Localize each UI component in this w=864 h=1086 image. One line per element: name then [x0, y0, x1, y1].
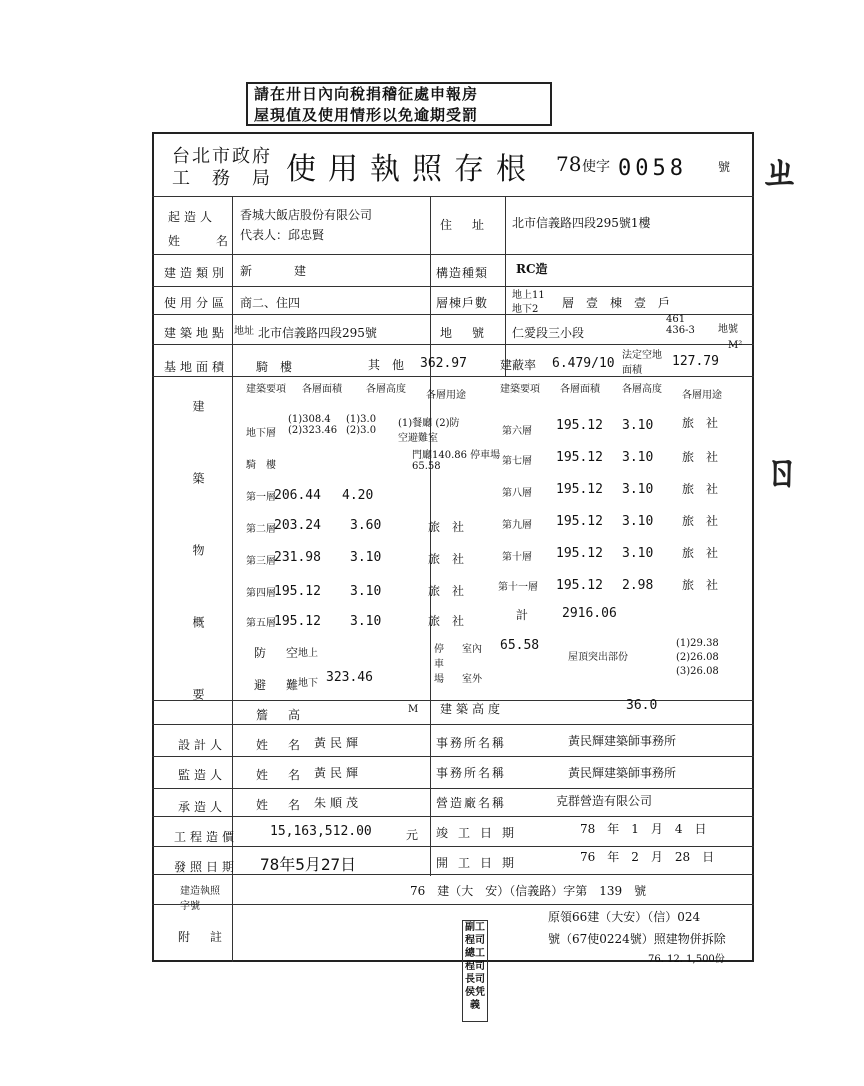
supervisor-office: 黃民輝建築師事務所: [568, 766, 677, 780]
header-use-right: 各層用途: [682, 390, 722, 401]
designer-name: 黃民輝: [314, 736, 363, 750]
floor-name: 第四層: [246, 588, 276, 599]
floor-area: 206.44: [274, 488, 321, 503]
rule: [152, 724, 754, 725]
start-label: 開工日期: [436, 856, 525, 870]
rule: [152, 816, 754, 817]
parking-indoor-value: 65.58: [500, 638, 540, 653]
notice-stamp: [246, 82, 552, 126]
margin-ink-mark: ㄖ: [762, 448, 802, 495]
area-other-label: 其 他: [368, 358, 405, 372]
cost-value: 15,163,512.00: [270, 824, 372, 839]
floor-name: 第二層: [246, 524, 276, 535]
address-value: 北市信義路四段295號1樓: [512, 216, 651, 230]
contractor-name: 朱順茂: [314, 796, 363, 810]
floor-name: 第五層: [246, 618, 276, 629]
permit-value: 76 建（大 安）（信義路）字第 139 號: [410, 884, 647, 898]
permit-prefix: 使字: [582, 159, 610, 175]
margin-ink-mark: ㄓ: [760, 148, 800, 195]
owner-rep: 代表人：邱忠賢: [240, 228, 325, 242]
col-rule: [430, 196, 431, 376]
floor-use: 旅 社: [682, 450, 719, 464]
designer-name-label: 姓 名: [256, 738, 305, 752]
start-date: 76 年 2 月 28 日: [580, 850, 715, 864]
note-line-1: 原領66建（大安）（信）024: [548, 910, 701, 924]
header-name-right: 建築要項: [500, 384, 540, 395]
official-seal: 副工程司 總工程司 長司 侯凭義: [462, 920, 488, 1022]
floor-name: 第一層: [246, 492, 276, 503]
floor-height: 3.10: [622, 546, 654, 561]
owner-name-label: 姓 名: [168, 234, 233, 248]
floor-total-label: 計: [516, 608, 529, 622]
build-type-value: 新 建: [240, 264, 313, 278]
floor-use: (1)餐廳 (2)防空避難室: [398, 418, 460, 444]
floor-use: 旅 社: [682, 514, 719, 528]
floor-height: 2.98: [622, 578, 654, 593]
rule: [152, 904, 754, 905]
floor-area: 195.12: [556, 546, 603, 561]
eave-height-label: 簷 高: [256, 708, 305, 722]
floors-below: 地下2: [512, 304, 539, 315]
floor-area: 195.12: [274, 584, 321, 599]
site-area-label: 基地面積: [164, 360, 229, 374]
rule: [152, 788, 754, 789]
header-name: 建築要項: [246, 384, 286, 395]
parking-outdoor-label: 室外: [462, 674, 482, 685]
floor-area: 195.12: [556, 450, 603, 465]
floor-height: (1)3.0 (2)3.0: [346, 414, 377, 436]
designer-label: 設計人: [178, 738, 227, 752]
header-area-right: 各層面積: [560, 384, 600, 395]
shelter-above-label: 地上: [298, 648, 318, 659]
floors-label: 層棟戶數: [436, 296, 489, 310]
floor-height: 4.20: [342, 488, 374, 503]
agency-line-1: 台北市政府: [172, 146, 272, 167]
floor-height: 3.10: [350, 550, 382, 565]
open-space-value: 127.79: [672, 354, 719, 369]
floor-height: 3.10: [622, 514, 654, 529]
floor-name: 第三層: [246, 556, 276, 567]
rule: [152, 314, 754, 315]
ratio-value: 6.479/10: [552, 356, 615, 371]
roof-label: 屋頂突出部份: [568, 652, 628, 663]
floor-use: 旅 社: [428, 552, 465, 566]
floor-height: 3.60: [350, 518, 382, 533]
form-title: 使用執照存根: [286, 152, 538, 187]
header-height-right: 各層高度: [622, 384, 662, 395]
area-arcade-label: 騎 樓: [256, 360, 293, 374]
rule: [152, 254, 754, 255]
floor-height: 3.10: [622, 418, 654, 433]
build-type-label: 建造類別: [164, 266, 229, 280]
zoning-value: 商二、住四: [240, 296, 301, 310]
site-address: 北市信義路四段295號: [258, 326, 377, 340]
floor-name: 第八層: [502, 488, 532, 499]
shelter-below-value: 323.46: [326, 670, 373, 685]
permit-label: 建造執照字號: [180, 886, 220, 912]
floor-name: 第六層: [502, 426, 532, 437]
floor-use: 旅 社: [428, 584, 465, 598]
floor-use: 旅 社: [682, 416, 719, 430]
structure-value: RC造: [516, 262, 548, 276]
rule: [152, 874, 754, 875]
designer-office: 黃民輝建築師事務所: [568, 734, 677, 748]
floor-height: 3.10: [350, 614, 382, 629]
floor-use: 旅 社: [682, 578, 719, 592]
contractor-office: 克群營造有限公司: [556, 794, 653, 808]
floor-use: 門廳140.86 停車場65.58: [412, 450, 501, 472]
supervisor-office-label: 事務所名稱: [436, 766, 507, 780]
header-use: 各層用途: [426, 390, 466, 401]
header-area: 各層面積: [302, 384, 342, 395]
roof-value-1: (1)29.38: [676, 638, 719, 649]
floor-name: 第七層: [502, 456, 532, 467]
lot-suffix: 地號: [718, 324, 738, 335]
completion-label: 竣工日期: [436, 826, 525, 840]
floor-name: 第十一層: [498, 582, 538, 593]
eave-height-unit: M: [408, 704, 419, 715]
rule: [152, 756, 754, 757]
site-addr-label: 地址: [234, 326, 254, 337]
supervisor-label: 監造人: [178, 768, 227, 782]
contractor-office-label: 營造廠名稱: [436, 796, 507, 810]
floor-area: 195.12: [556, 578, 603, 593]
floor-area: 195.12: [274, 614, 321, 629]
contractor-name-label: 姓 名: [256, 798, 305, 812]
shelter-label: 防 空: [254, 646, 303, 660]
floor-area: 203.24: [274, 518, 321, 533]
floor-name: 地下層: [246, 428, 276, 439]
cost-unit: 元: [406, 828, 419, 842]
lot-label: 地 號: [440, 326, 489, 340]
shelter-below-label: 地下: [298, 678, 318, 689]
building-height-value: 36.0: [626, 698, 658, 713]
completion-date: 78 年 1 月 4 日: [580, 822, 707, 836]
designer-office-label: 事務所名稱: [436, 736, 507, 750]
structure-label: 構造種類: [436, 266, 489, 280]
rule: [152, 286, 754, 287]
roof-value-2: (2)26.08: [676, 652, 719, 663]
floor-name: 第十層: [502, 552, 532, 563]
zoning-label: 使用分區: [164, 296, 229, 310]
open-space-label: 法定空地面積: [622, 350, 662, 376]
rule: [152, 344, 754, 345]
stamp-line-1: 請在卅日內向稅捐稽征處申報房: [254, 85, 479, 103]
issue-date-label: 發照日期: [174, 860, 239, 874]
col-rule: [505, 196, 506, 376]
lot-section: 仁愛段三小段: [512, 326, 585, 340]
floor-height: 3.10: [622, 450, 654, 465]
contractor-label: 承造人: [178, 800, 227, 814]
evac-label: 避 難: [254, 678, 303, 692]
floor-area: (1)308.4 (2)323.46: [288, 414, 338, 436]
cost-label: 工程造價: [174, 830, 239, 844]
floor-use: 旅 社: [428, 614, 465, 628]
floor-use: 旅 社: [428, 520, 465, 534]
rule: [152, 846, 754, 847]
header-height: 各層高度: [366, 384, 406, 395]
issue-date-value: 78年5月27日: [260, 855, 357, 874]
floor-height: 3.10: [350, 584, 382, 599]
parking-label: 停車場: [434, 644, 444, 685]
print-run: 76. 12. 1,500份: [648, 954, 725, 965]
floor-area: 195.12: [556, 482, 603, 497]
col-rule: [430, 700, 431, 876]
floor-use: 旅 社: [682, 482, 719, 496]
note-label: 附 註: [178, 930, 227, 944]
area-unit: M²: [728, 340, 743, 351]
floors-unit: 層 壹 棟 壹 戶: [562, 296, 671, 310]
floor-total-area: 2916.06: [562, 606, 617, 621]
parking-indoor-label: 室內: [462, 644, 482, 655]
floor-area: 231.98: [274, 550, 321, 565]
ratio-label: 建蔽率: [500, 358, 537, 372]
building-summary-label: 建築物概要: [191, 400, 205, 760]
permit-number: 0058: [618, 156, 687, 181]
permit-year: 78: [556, 152, 582, 176]
rule: [152, 376, 754, 377]
floor-area: 195.12: [556, 418, 603, 433]
supervisor-name: 黃民輝: [314, 766, 363, 780]
floor-name: 第九層: [502, 520, 532, 531]
stamp-line-2: 屋現值及使用情形以免逾期受罰: [254, 106, 479, 124]
building-height-label: 建築高度: [440, 702, 505, 716]
owner-company: 香城大飯店股份有限公司: [240, 208, 373, 222]
address-label: 住 址: [440, 218, 489, 232]
floors-above: 地上11: [512, 290, 545, 301]
agency-line-2: 工 務 局: [172, 168, 272, 189]
supervisor-name-label: 姓 名: [256, 768, 305, 782]
floor-height: 3.10: [622, 482, 654, 497]
roof-value-3: (3)26.08: [676, 666, 719, 677]
owner-label: 起造人: [168, 210, 217, 224]
area-other-value: 362.97: [420, 356, 467, 371]
col-rule: [232, 196, 233, 962]
floor-use: 旅 社: [682, 546, 719, 560]
lot-number: 461 436-3: [666, 314, 695, 336]
permit-suffix: 號: [718, 160, 731, 174]
note-line-2: 號（67使0224號）照建物併拆除: [548, 932, 726, 946]
rule: [152, 196, 754, 197]
floor-name: 騎 樓: [246, 460, 276, 471]
site-label: 建築地點: [164, 326, 229, 340]
floor-area: 195.12: [556, 514, 603, 529]
